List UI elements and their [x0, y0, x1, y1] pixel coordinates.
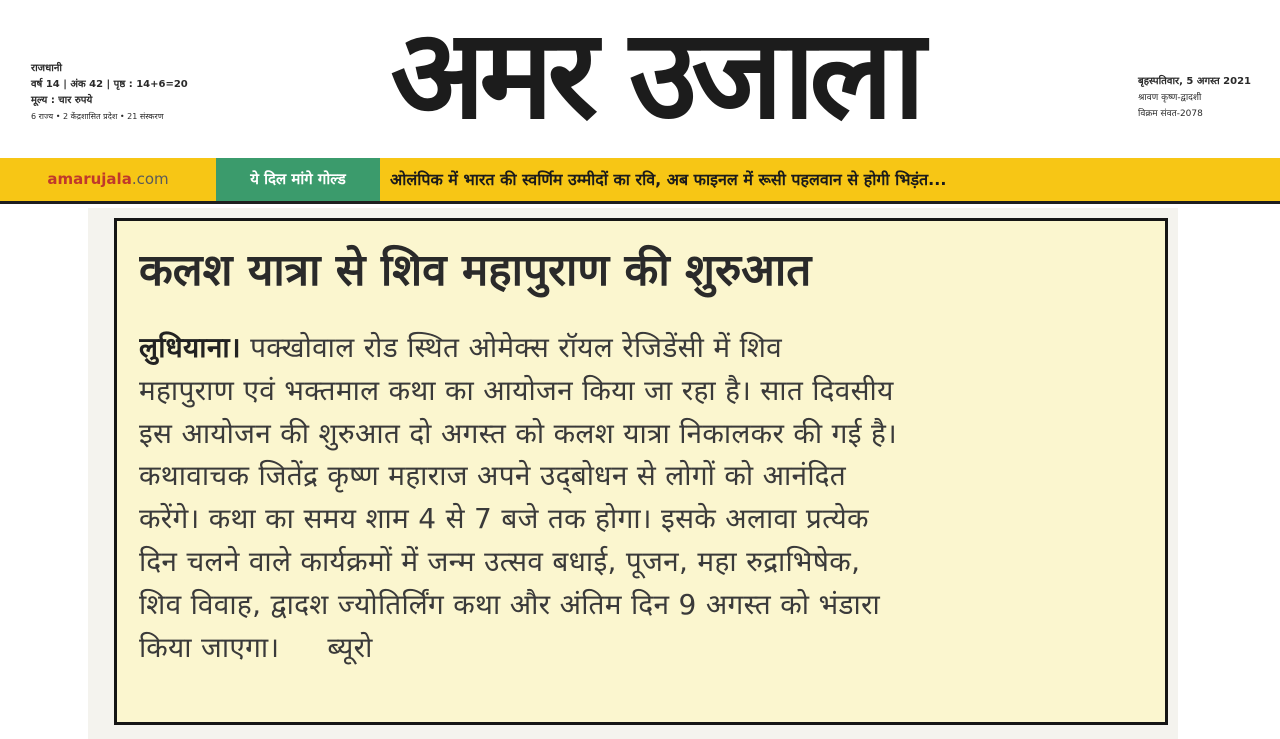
date-info	[1138, 74, 1278, 122]
edition-price: मूल्य : चार रुपये	[31, 95, 93, 106]
tithi: श्रावण कृष्ण-द्वादशी	[1138, 93, 1202, 103]
edition-reach: 6 राज्य • 2 केंद्रशासित प्रदेश • 21 संस्करण	[31, 112, 164, 121]
article-line: इस आयोजन की शुरुआत दो अगस्त को कलश यात्रा निकालकर की गई है।	[139, 416, 898, 450]
news-tag[interactable]: ये दिल मांगे गोल्ड	[216, 158, 380, 201]
article-line: कथावाचक जितेंद्र कृष्ण महाराज अपने उद्‌बोधन से लोगों को आनंदित	[139, 459, 847, 493]
article-line: महापुराण एवं भक्तमाल कथा का आयोजन किया जा रहा है। सात दिवसीय	[139, 373, 894, 407]
article-title: कलश यात्रा से शिव महापुराण की शुरुआत	[139, 245, 812, 296]
article-line-text: पक्खोवाल रोड स्थित ओमेक्स रॉयल रेजिडेंसी में शिव	[250, 331, 783, 364]
article-line	[139, 627, 1159, 670]
article-body	[139, 327, 1159, 669]
article-line: शिव विवाह, द्वादश ज्योतिर्लिंग कथा और अंतिम दिन 9 अगस्त को भंडारा	[139, 587, 881, 621]
article-dateline: लुधियाना।	[139, 331, 241, 364]
article-line: करेंगे। कथा का समय शाम 4 से 7 बजे तक होगा। इसके अलावा प्रत्येक	[139, 502, 869, 536]
article-line	[139, 327, 1159, 370]
site-suffix: .com	[131, 170, 169, 188]
edition-volume: वर्ष 14 | अंक 42 | पृष्ठ : 14+6=20	[31, 79, 188, 90]
breaking-news-strip	[0, 158, 1280, 204]
newspaper-logo: अमर उजाला	[390, 3, 920, 147]
breaking-headline[interactable]: ओलंपिक में भारत की स्वर्णिम उम्मीदों का रवि, अब फाइनल में रूसी पहलवान से होगी भिड़ंत...	[390, 170, 947, 189]
site-link[interactable]	[0, 158, 216, 201]
masthead	[0, 0, 1280, 158]
news-clipping	[114, 218, 1168, 725]
article-line-text: किया जाएगा।	[139, 630, 280, 664]
edition-info	[31, 61, 188, 125]
site-name: amarujala	[47, 170, 132, 188]
article-line: दिन चलने वाले कार्यक्रमों में जन्म उत्सव बधाई, पूजन, महा रुद्राभिषेक,	[139, 544, 861, 578]
article-byline: ब्यूरो	[327, 630, 373, 664]
issue-date: बृहस्पतिवार, 5 अगस्त 2021	[1138, 76, 1252, 87]
edition-city: राजधानी	[31, 63, 62, 74]
samvat: विक्रम संवत-2078	[1138, 109, 1203, 119]
